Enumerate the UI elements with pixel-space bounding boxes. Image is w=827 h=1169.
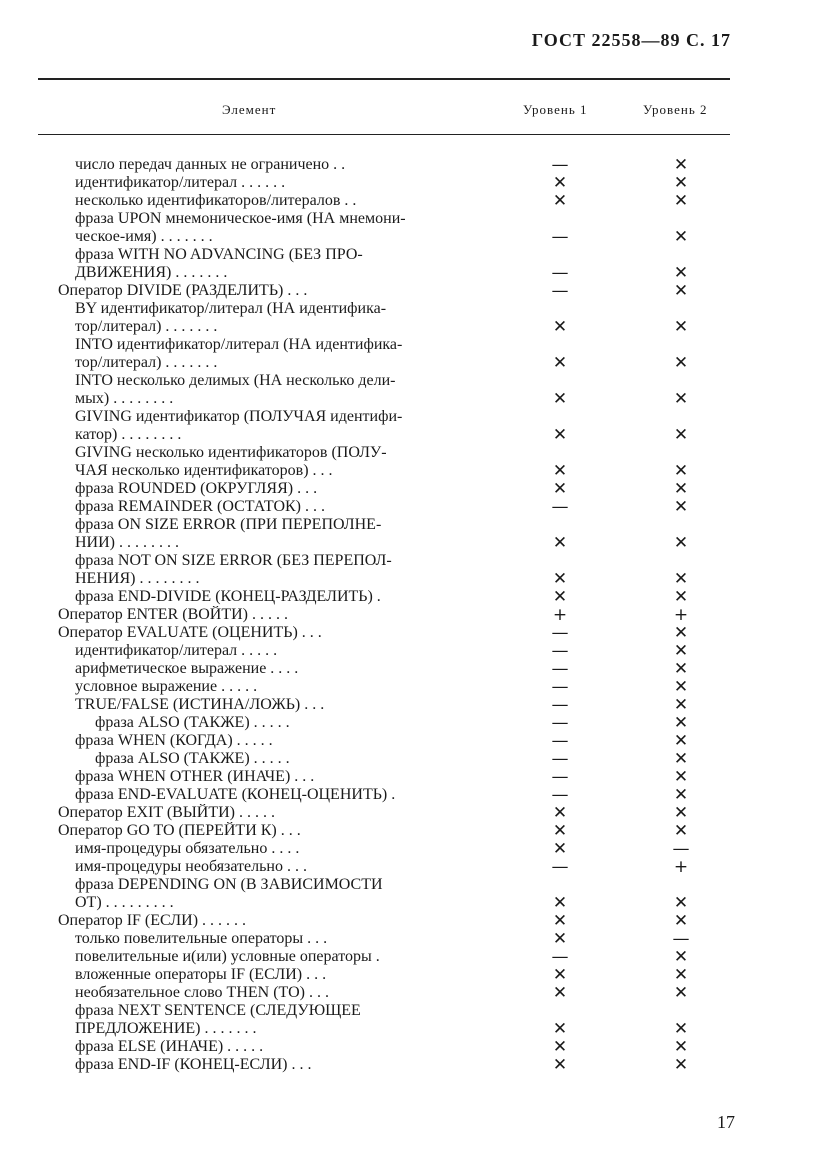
level-1-mark: — [551,659,569,679]
row-label: фраза END-EVALUATE (КОНЕЦ-ОЦЕНИТЬ) . [75,786,396,803]
level-1-mark: ✕ [552,1037,568,1057]
level-2-mark: ✕ [673,281,689,301]
level-1-mark: — [551,695,569,715]
row-label: фраза NEXT SENTENCE (СЛЕДУЮЩЕЕ [75,1002,361,1019]
level-2-mark: ✕ [673,731,689,751]
row-label: тор/литерал) . . . . . . . [75,354,218,371]
row-label: несколько идентификаторов/литералов . . [75,192,357,209]
level-2-mark: ✕ [673,389,689,409]
column-header-level-1: Уровень 1 [523,102,588,117]
table-row [0,714,827,732]
row-label: фраза ROUNDED (ОКРУГЛЯЯ) . . . [75,480,318,497]
row-label: только повелительные операторы . . . [75,930,328,947]
level-1-mark: ✕ [552,173,568,193]
level-2-mark: ✕ [673,191,689,211]
row-label: фраза WHEN OTHER (ИНАЧЕ) . . . [75,768,315,785]
top-rule [38,78,730,80]
row-label: идентификатор/литерал . . . . . . [75,174,286,191]
row-label: имя-процедуры необязательно . . . [75,858,307,875]
level-1-mark: ✕ [552,1019,568,1039]
table-row [0,282,827,300]
level-1-mark: ✕ [552,965,568,985]
table-row [0,696,827,714]
page-header: ГОСТ 22558—89 С. 17 [531,30,731,50]
level-2-mark: ✕ [673,785,689,805]
table-row [0,462,827,480]
row-label: катор) . . . . . . . . [75,426,182,443]
row-label: фраза END-DIVIDE (КОНЕЦ-РАЗДЕЛИТЬ) . [75,588,381,605]
column-header-level-2: Уровень 2 [643,102,708,117]
row-label: ОТ) . . . . . . . . . [75,894,174,911]
level-2-mark: ✕ [673,983,689,1003]
table-row [0,894,827,912]
level-1-mark: ✕ [552,587,568,607]
level-1-mark: — [551,155,569,175]
level-2-mark: ✕ [673,263,689,283]
table-row [0,156,827,174]
level-1-mark: — [551,713,569,733]
level-1-mark: — [551,947,569,967]
table-row [0,354,827,372]
table-row [0,840,827,858]
row-label: фраза REMAINDER (ОСТАТОК) . . . [75,498,325,515]
header-rule [38,134,730,135]
table-row [0,750,827,768]
level-2-mark: ✕ [673,659,689,679]
table-row [0,732,827,750]
level-1-mark: — [551,767,569,787]
level-1-mark: ✕ [552,803,568,823]
level-2-mark: ✕ [673,1019,689,1039]
table-row [0,1038,827,1056]
table-row [0,444,827,462]
table-row [0,786,827,804]
level-2-mark: ✕ [673,623,689,643]
level-1-mark: — [551,227,569,247]
level-2-mark: ✕ [673,155,689,175]
column-header-element: Элемент [222,102,277,117]
row-label: Оператор DIVIDE (РАЗДЕЛИТЬ) . . . [58,282,308,299]
level-1-mark: — [551,857,569,877]
row-label: фраза ALSO (ТАКЖЕ) . . . . . [95,714,290,731]
level-2-mark: ✕ [673,1055,689,1075]
row-label: фраза WITH NO ADVANCING (БЕЗ ПРО- [75,246,363,263]
row-label: INTO несколько делимых (НА несколько дели- [75,372,396,389]
row-label: НЕНИЯ) . . . . . . . . [75,570,200,587]
level-2-mark: ✕ [673,479,689,499]
level-2-mark: ✕ [673,965,689,985]
row-label: фраза ON SIZE ERROR (ПРИ ПЕРЕПОЛНЕ- [75,516,382,533]
table-row [0,192,827,210]
row-label: TRUE/FALSE (ИСТИНА/ЛОЖЬ) . . . [75,696,325,713]
row-label: число передач данных не ограничено . . [75,156,346,173]
level-1-mark: ✕ [552,569,568,589]
table-row [0,642,827,660]
table-row [0,930,827,948]
row-label: вложенные операторы IF (ЕСЛИ) . . . [75,966,327,983]
table-row [0,480,827,498]
table-row [0,570,827,588]
level-2-mark: ✕ [673,767,689,787]
table-row [0,588,827,606]
page-number: 17 [717,1112,735,1132]
table-row [0,246,827,264]
table-row [0,804,827,822]
level-2-mark: + [673,605,689,625]
row-label: ПРЕДЛОЖЕНИЕ) . . . . . . . [75,1020,257,1037]
row-label: Оператор IF (ЕСЛИ) . . . . . . [58,912,247,929]
table-row [0,534,827,552]
table-row [0,426,827,444]
level-1-mark: ✕ [552,1055,568,1075]
level-2-mark: ✕ [673,353,689,373]
row-label: ЧАЯ несколько идентификаторов) . . . [75,462,333,479]
table-row [0,876,827,894]
table-row [0,264,827,282]
level-2-mark: ✕ [673,587,689,607]
level-1-mark: — [551,731,569,751]
level-2-mark: ✕ [673,425,689,445]
table-row [0,390,827,408]
level-1-mark: ✕ [552,425,568,445]
row-label: имя-процедуры обязательно . . . . [75,840,300,857]
level-1-mark: ✕ [552,929,568,949]
level-1-mark: ✕ [552,983,568,1003]
level-1-mark: ✕ [552,479,568,499]
level-1-mark: ✕ [552,911,568,931]
row-label: фраза UPON мнемоническое-имя (НА мнемони- [75,210,406,227]
table-row [0,498,827,516]
table-row [0,516,827,534]
row-label: BY идентификатор/литерал (НА идентифика- [75,300,387,317]
level-1-mark: ✕ [552,839,568,859]
row-label: фраза ELSE (ИНАЧЕ) . . . . . [75,1038,264,1055]
table-row [0,552,827,570]
level-2-mark: ✕ [673,227,689,247]
level-2-mark: ✕ [673,461,689,481]
level-1-mark: — [551,641,569,661]
level-1-mark: — [551,263,569,283]
row-label: НИИ) . . . . . . . . [75,534,179,551]
table-row [0,210,827,228]
table-row [0,336,827,354]
table-row [0,984,827,1002]
row-label: GIVING несколько идентификаторов (ПОЛУ- [75,444,387,461]
table-row [0,912,827,930]
level-1-mark: + [552,605,568,625]
level-2-mark: ✕ [673,695,689,715]
level-1-mark: — [551,623,569,643]
level-2-mark: ✕ [673,569,689,589]
table-row [0,408,827,426]
table-row [0,1020,827,1038]
level-2-mark: ✕ [673,677,689,697]
table-row [0,678,827,696]
level-2-mark: ✕ [673,821,689,841]
row-label: мых) . . . . . . . . [75,390,174,407]
level-2-mark: + [673,857,689,877]
level-2-mark: ✕ [673,533,689,553]
row-label: необязательное слово THEN (ТО) . . . [75,984,329,1001]
level-2-mark: ✕ [673,893,689,913]
row-label: фраза NOT ON SIZE ERROR (БЕЗ ПЕРЕПОЛ- [75,552,392,569]
table-row [0,228,827,246]
row-label: фраза DEPENDING ON (В ЗАВИСИМОСТИ [75,876,383,893]
table-row [0,372,827,390]
level-1-mark: — [551,677,569,697]
level-1-mark: — [551,749,569,769]
table-row [0,606,827,624]
row-label: ческое-имя) . . . . . . . [75,228,213,245]
row-label: Оператор ENTER (ВОЙТИ) . . . . . [58,606,288,623]
row-label: фраза END-IF (КОНЕЦ-ЕСЛИ) . . . [75,1056,312,1073]
level-2-mark: — [672,839,690,859]
row-label: повелительные и(или) условные операторы . [75,948,380,965]
level-2-mark: ✕ [673,803,689,823]
row-label: GIVING идентификатор (ПОЛУЧАЯ идентифи- [75,408,403,425]
level-1-mark: — [551,281,569,301]
row-label: Оператор EVALUATE (ОЦЕНИТЬ) . . . [58,624,322,641]
level-1-mark: ✕ [552,389,568,409]
table-row [0,948,827,966]
table-row [0,174,827,192]
table-body [0,156,827,1074]
table-row [0,768,827,786]
level-2-mark: ✕ [673,947,689,967]
row-label: условное выражение . . . . . [75,678,258,695]
row-label: тор/литерал) . . . . . . . [75,318,218,335]
level-1-mark: ✕ [552,533,568,553]
table-row [0,318,827,336]
table-row [0,624,827,642]
row-label: INTO идентификатор/литерал (НА идентифика- [75,336,403,353]
level-2-mark: ✕ [673,1037,689,1057]
level-2-mark: ✕ [673,713,689,733]
level-1-mark: — [551,785,569,805]
row-label: арифметическое выражение . . . . [75,660,299,677]
table-row [0,1056,827,1074]
level-2-mark: ✕ [673,641,689,661]
table-row [0,822,827,840]
level-2-mark: — [672,929,690,949]
level-1-mark: — [551,497,569,517]
row-label: ДВИЖЕНИЯ) . . . . . . . [75,264,228,281]
level-2-mark: ✕ [673,173,689,193]
table-row [0,858,827,876]
row-label: идентификатор/литерал . . . . . [75,642,278,659]
table-row [0,966,827,984]
level-1-mark: ✕ [552,191,568,211]
level-1-mark: ✕ [552,317,568,337]
row-label: Оператор GO TO (ПЕРЕЙТИ К) . . . [58,822,301,839]
table-row [0,1002,827,1020]
table-row [0,660,827,678]
level-2-mark: ✕ [673,749,689,769]
level-2-mark: ✕ [673,911,689,931]
level-1-mark: ✕ [552,893,568,913]
level-1-mark: ✕ [552,821,568,841]
row-label: Оператор EXIT (ВЫЙТИ) . . . . . [58,804,275,821]
level-2-mark: ✕ [673,317,689,337]
level-2-mark: ✕ [673,497,689,517]
row-label: фраза ALSO (ТАКЖЕ) . . . . . [95,750,290,767]
level-1-mark: ✕ [552,353,568,373]
row-label: фраза WHEN (КОГДА) . . . . . [75,732,273,749]
table-row [0,300,827,318]
level-1-mark: ✕ [552,461,568,481]
